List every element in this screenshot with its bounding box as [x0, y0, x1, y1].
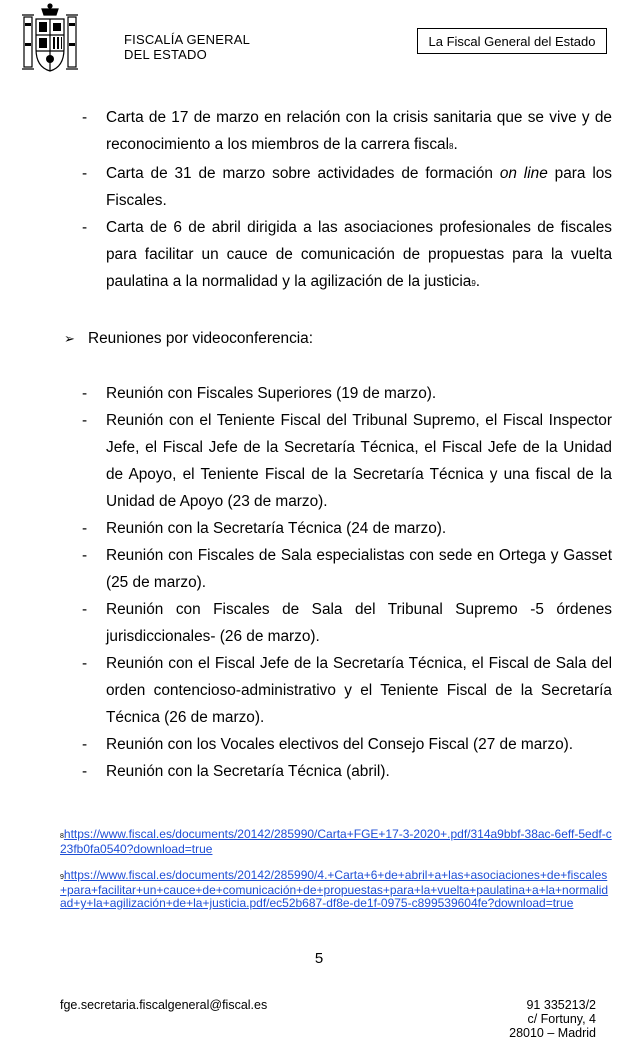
- meeting-text: Reunión con el Fiscal Jefe de la Secretaría Técnica, el Fiscal de Sala del orden contencioso-administrativo y el Teniente Fiscal de la Secretaría Técnica (26 de marzo).: [106, 655, 612, 726]
- list-item: [60, 407, 612, 515]
- coat-of-arms-spain-icon: [16, 3, 84, 77]
- letter-text: Carta de 17 de marzo en relación con la crisis sanitaria que se vive y de reconocimiento a los miembros de la carrera fiscal: [106, 109, 612, 153]
- org-line-2: DEL ESTADO: [124, 47, 207, 62]
- footer-street: c/ Fortuny, 4: [527, 1012, 596, 1026]
- meetings-list: [60, 380, 612, 785]
- list-item: [60, 542, 612, 596]
- dash-bullet-icon: -: [82, 763, 88, 780]
- list-item: [60, 160, 612, 214]
- dash-bullet-icon: -: [82, 412, 88, 429]
- footnote-ref[interactable]: 9: [471, 279, 476, 288]
- footer-contact: [500, 998, 596, 1040]
- footnote-ref[interactable]: 8: [449, 142, 454, 151]
- arrow-bullet-icon: ➢: [64, 331, 75, 346]
- organization-name: [124, 32, 250, 62]
- meeting-text: Reunión con el Teniente Fiscal del Tribunal Supremo, el Fiscal Inspector Jefe, el Fiscal Jefe de la Secretaría Técnica, el Fiscal Jefe de la Unidad de Apoyo, el Teniente Fiscal de la Secretaría Técnica y una fiscal de la Unidad de Apoyo (23 de marzo).: [106, 412, 612, 510]
- footer-phone: 91 335213/2: [526, 998, 596, 1012]
- footnote-link[interactable]: https://www.fiscal.es/documents/20142/285990/4.+Carta+6+de+abril+a+las+asociaciones+de+fiscales+para+facilitar+un+cauce+de+comunicación+de+propuestas+para+la+vuelta+paulatina+a+la+normalidad+y+la+agilización+de+la+justicia.pdf/ec52b687-df8e-de1f-0975-c899539604fe?download=true: [60, 868, 609, 910]
- header-badge: La Fiscal General del Estado: [417, 28, 607, 54]
- dash-bullet-icon: -: [82, 165, 88, 182]
- dash-bullet-icon: -: [82, 547, 88, 564]
- footnote-8: [60, 828, 612, 856]
- org-line-1: FISCALÍA GENERAL: [124, 32, 251, 47]
- meeting-text: Reunión con los Vocales electivos del Consejo Fiscal (27 de marzo).: [106, 736, 574, 753]
- dash-bullet-icon: -: [82, 219, 88, 236]
- letters-list: [60, 104, 612, 297]
- footnote-number: 9: [60, 874, 64, 881]
- list-item: - Carta de 6 de abril dirigida a las asociaciones profesionales de fiscales para facilitar un cauce de comunicación de propuestas para la vuelta paulatina a la normalidad y la agilización de la justicia9.: [60, 214, 612, 297]
- dash-bullet-icon: -: [82, 520, 88, 537]
- footer-city: 28010 – Madrid: [509, 1026, 596, 1040]
- footer-email: fge.secretaria.fiscalgeneral@fiscal.es: [60, 998, 268, 1012]
- list-item: [60, 596, 612, 650]
- meeting-text: Reunión con Fiscales de Sala especialistas con sede en Ortega y Gasset (25 de marzo).: [106, 547, 612, 591]
- footnotes: [60, 828, 612, 923]
- dash-bullet-icon: -: [82, 109, 88, 126]
- letter-text: Carta de 6 de abril dirigida a las asociaciones profesionales de fiscales para facilitar un cauce de comunicación de propuestas para la vuelta paulatina a la normalidad y la agilización de la justicia: [106, 219, 612, 290]
- letter-italic: on line: [499, 165, 548, 182]
- footnote-link[interactable]: https://www.fiscal.es/documents/20142/285990/Carta+FGE+17-3-2020+.pdf/314a9bbf-38ac-6eff-5edf-c23fb0fa0540?download=true: [60, 827, 612, 856]
- meeting-text: Reunión con la Secretaría Técnica (abril).: [106, 763, 390, 780]
- list-item: [60, 731, 612, 758]
- letter-text-before: Carta de 31 de marzo sobre actividades de formación: [106, 165, 500, 182]
- letter-text-after: para los Fiscales.: [106, 165, 612, 209]
- page-number: 5: [314, 950, 324, 967]
- meeting-text: Reunión con Fiscales Superiores (19 de marzo).: [106, 385, 437, 402]
- dash-bullet-icon: -: [82, 385, 88, 402]
- dash-bullet-icon: -: [82, 601, 88, 618]
- list-item: [60, 380, 612, 407]
- page-header: [0, 0, 638, 90]
- dash-bullet-icon: -: [82, 736, 88, 753]
- list-item: [60, 650, 612, 731]
- section-heading-text: Reuniones por videoconferencia:: [88, 330, 314, 347]
- list-item: [60, 758, 612, 785]
- list-item: - Carta de 17 de marzo en relación con la crisis sanitaria que se vive y de reconocimiento a los miembros de la carrera fiscal8.: [60, 104, 612, 160]
- section-heading: [60, 325, 612, 352]
- meeting-text: Reunión con Fiscales de Sala del Tribunal Supremo -5 órdenes jurisdiccionales- (26 de marzo).: [106, 601, 612, 645]
- page-body: [60, 104, 612, 785]
- dash-bullet-icon: -: [82, 655, 88, 672]
- footnote-number: 8: [60, 833, 64, 840]
- meeting-text: Reunión con la Secretaría Técnica (24 de marzo).: [106, 520, 447, 537]
- list-item: [60, 515, 612, 542]
- footnote-9: [60, 869, 612, 910]
